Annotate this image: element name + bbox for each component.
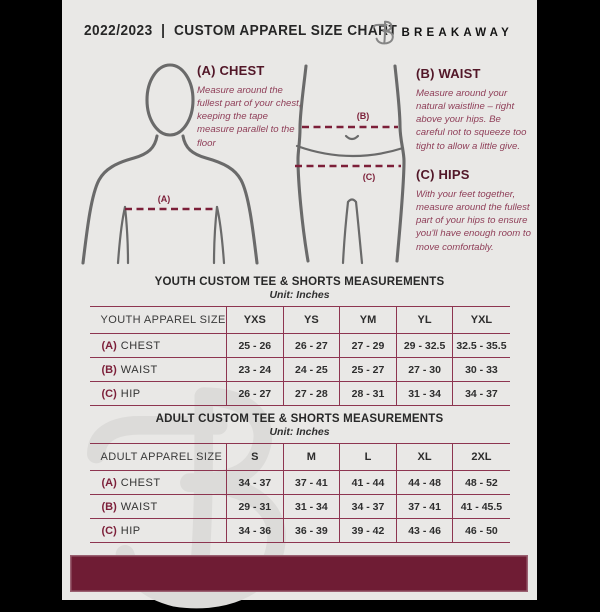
column-header: 2XL [453, 444, 510, 471]
waist-guide-text: Measure around your natural waistline – right above your hips. Be careful not to squeeze too tight to allow a little give. [416, 88, 527, 152]
chest-guide-text: Measure around the fullest part of your chest, keeping the tape measure parallel to the floor [197, 85, 302, 149]
table-cell: 29 - 31 [227, 495, 284, 519]
table-header-row [90, 307, 510, 334]
table-cell: 28 - 31 [340, 382, 397, 406]
table-cell: 37 - 41 [396, 495, 453, 519]
table-cell: 24 - 25 [283, 358, 340, 382]
column-header: L [340, 444, 397, 471]
table-cell: 41 - 45.5 [453, 495, 510, 519]
header [62, 0, 537, 60]
size-chart-page [62, 0, 537, 600]
hips-guide-text: With your feet together, measure around the fullest part of your hips to ensure you'll have enough room to move comfortably. [416, 189, 531, 253]
youth-table-title: YOUTH CUSTOM TEE & SHORTS MEASUREMENTS [154, 276, 445, 288]
row-label: WAIST [120, 363, 158, 376]
hips-marker-label: (C) [362, 172, 376, 182]
table-cell: 23 - 24 [227, 358, 284, 382]
table-cell: 43 - 46 [396, 519, 453, 543]
column-header: YS [283, 307, 340, 334]
brand-name: BREAKAWAY [401, 26, 513, 39]
youth-size-section [62, 276, 537, 406]
row-marker: (C) [101, 387, 117, 400]
table-cell: 27 - 28 [283, 382, 340, 406]
waist-marker-label: (B) [356, 111, 370, 121]
page-title: 2022/2023 | CUSTOM APPAREL SIZE CHART [84, 23, 398, 39]
column-header: YOUTH APPAREL SIZE [100, 314, 226, 326]
table-cell: 44 - 48 [396, 471, 453, 495]
table-cell: 46 - 50 [453, 519, 510, 543]
row-label: HIP [120, 387, 141, 400]
chest-marker-label: (A) [157, 194, 171, 204]
breakaway-logo-icon [372, 20, 395, 45]
row-marker: (C) [101, 524, 117, 537]
row-label: WAIST [120, 500, 158, 513]
table-cell: 25 - 27 [340, 358, 397, 382]
column-header: ADULT APPAREL SIZE [100, 451, 223, 463]
chest-guide [197, 63, 303, 150]
hips-guide-title: (C) HIPS [416, 167, 470, 182]
table-cell: 25 - 26 [227, 334, 284, 358]
table-row [90, 358, 510, 382]
column-header: S [227, 444, 284, 471]
adult-table-unit: Unit: Inches [269, 426, 330, 438]
row-label: CHEST [120, 339, 161, 352]
table-row [90, 471, 510, 495]
adult-table-title: ADULT CUSTOM TEE & SHORTS MEASUREMENTS [155, 413, 444, 425]
table-cell: 31 - 34 [396, 382, 453, 406]
table-cell: 37 - 41 [283, 471, 340, 495]
table-cell: 48 - 52 [453, 471, 510, 495]
table-row [90, 334, 510, 358]
table-row [90, 495, 510, 519]
table-cell: 26 - 27 [283, 334, 340, 358]
adult-size-section [62, 413, 537, 543]
row-marker: (B) [101, 500, 117, 513]
waist-guide [416, 66, 532, 153]
table-cell: 41 - 44 [340, 471, 397, 495]
column-header: M [283, 444, 340, 471]
brand-lockup [372, 20, 514, 45]
table-cell: 31 - 34 [283, 495, 340, 519]
table-cell: 39 - 42 [340, 519, 397, 543]
column-header: YXL [453, 307, 510, 334]
row-marker: (A) [101, 476, 117, 489]
column-header: YXS [227, 307, 284, 334]
column-header: XL [396, 444, 453, 471]
row-label: HIP [120, 524, 141, 537]
footer-bar [70, 555, 528, 592]
column-header: YM [340, 307, 397, 334]
table-row [90, 382, 510, 406]
table-cell: 26 - 27 [227, 382, 284, 406]
column-header: YL [396, 307, 453, 334]
table-cell: 27 - 30 [396, 358, 453, 382]
table-cell: 27 - 29 [340, 334, 397, 358]
table-cell: 29 - 32.5 [396, 334, 453, 358]
measurement-guide [62, 60, 537, 273]
chest-guide-title: (A) CHEST [197, 63, 265, 78]
table-cell: 34 - 37 [340, 495, 397, 519]
table-cell: 34 - 36 [227, 519, 284, 543]
table-cell: 34 - 37 [453, 382, 510, 406]
hips-guide [416, 167, 534, 254]
table-row [90, 519, 510, 543]
youth-size-table [90, 306, 510, 406]
row-marker: (A) [101, 339, 117, 352]
row-marker: (B) [101, 363, 117, 376]
table-cell: 32.5 - 35.5 [453, 334, 510, 358]
waist-guide-title: (B) WAIST [416, 66, 481, 81]
table-header-row [90, 444, 510, 471]
youth-table-unit: Unit: Inches [269, 289, 330, 301]
table-cell: 34 - 37 [227, 471, 284, 495]
table-cell: 30 - 33 [453, 358, 510, 382]
row-label: CHEST [120, 476, 161, 489]
adult-size-table [90, 443, 510, 543]
table-cell: 36 - 39 [283, 519, 340, 543]
